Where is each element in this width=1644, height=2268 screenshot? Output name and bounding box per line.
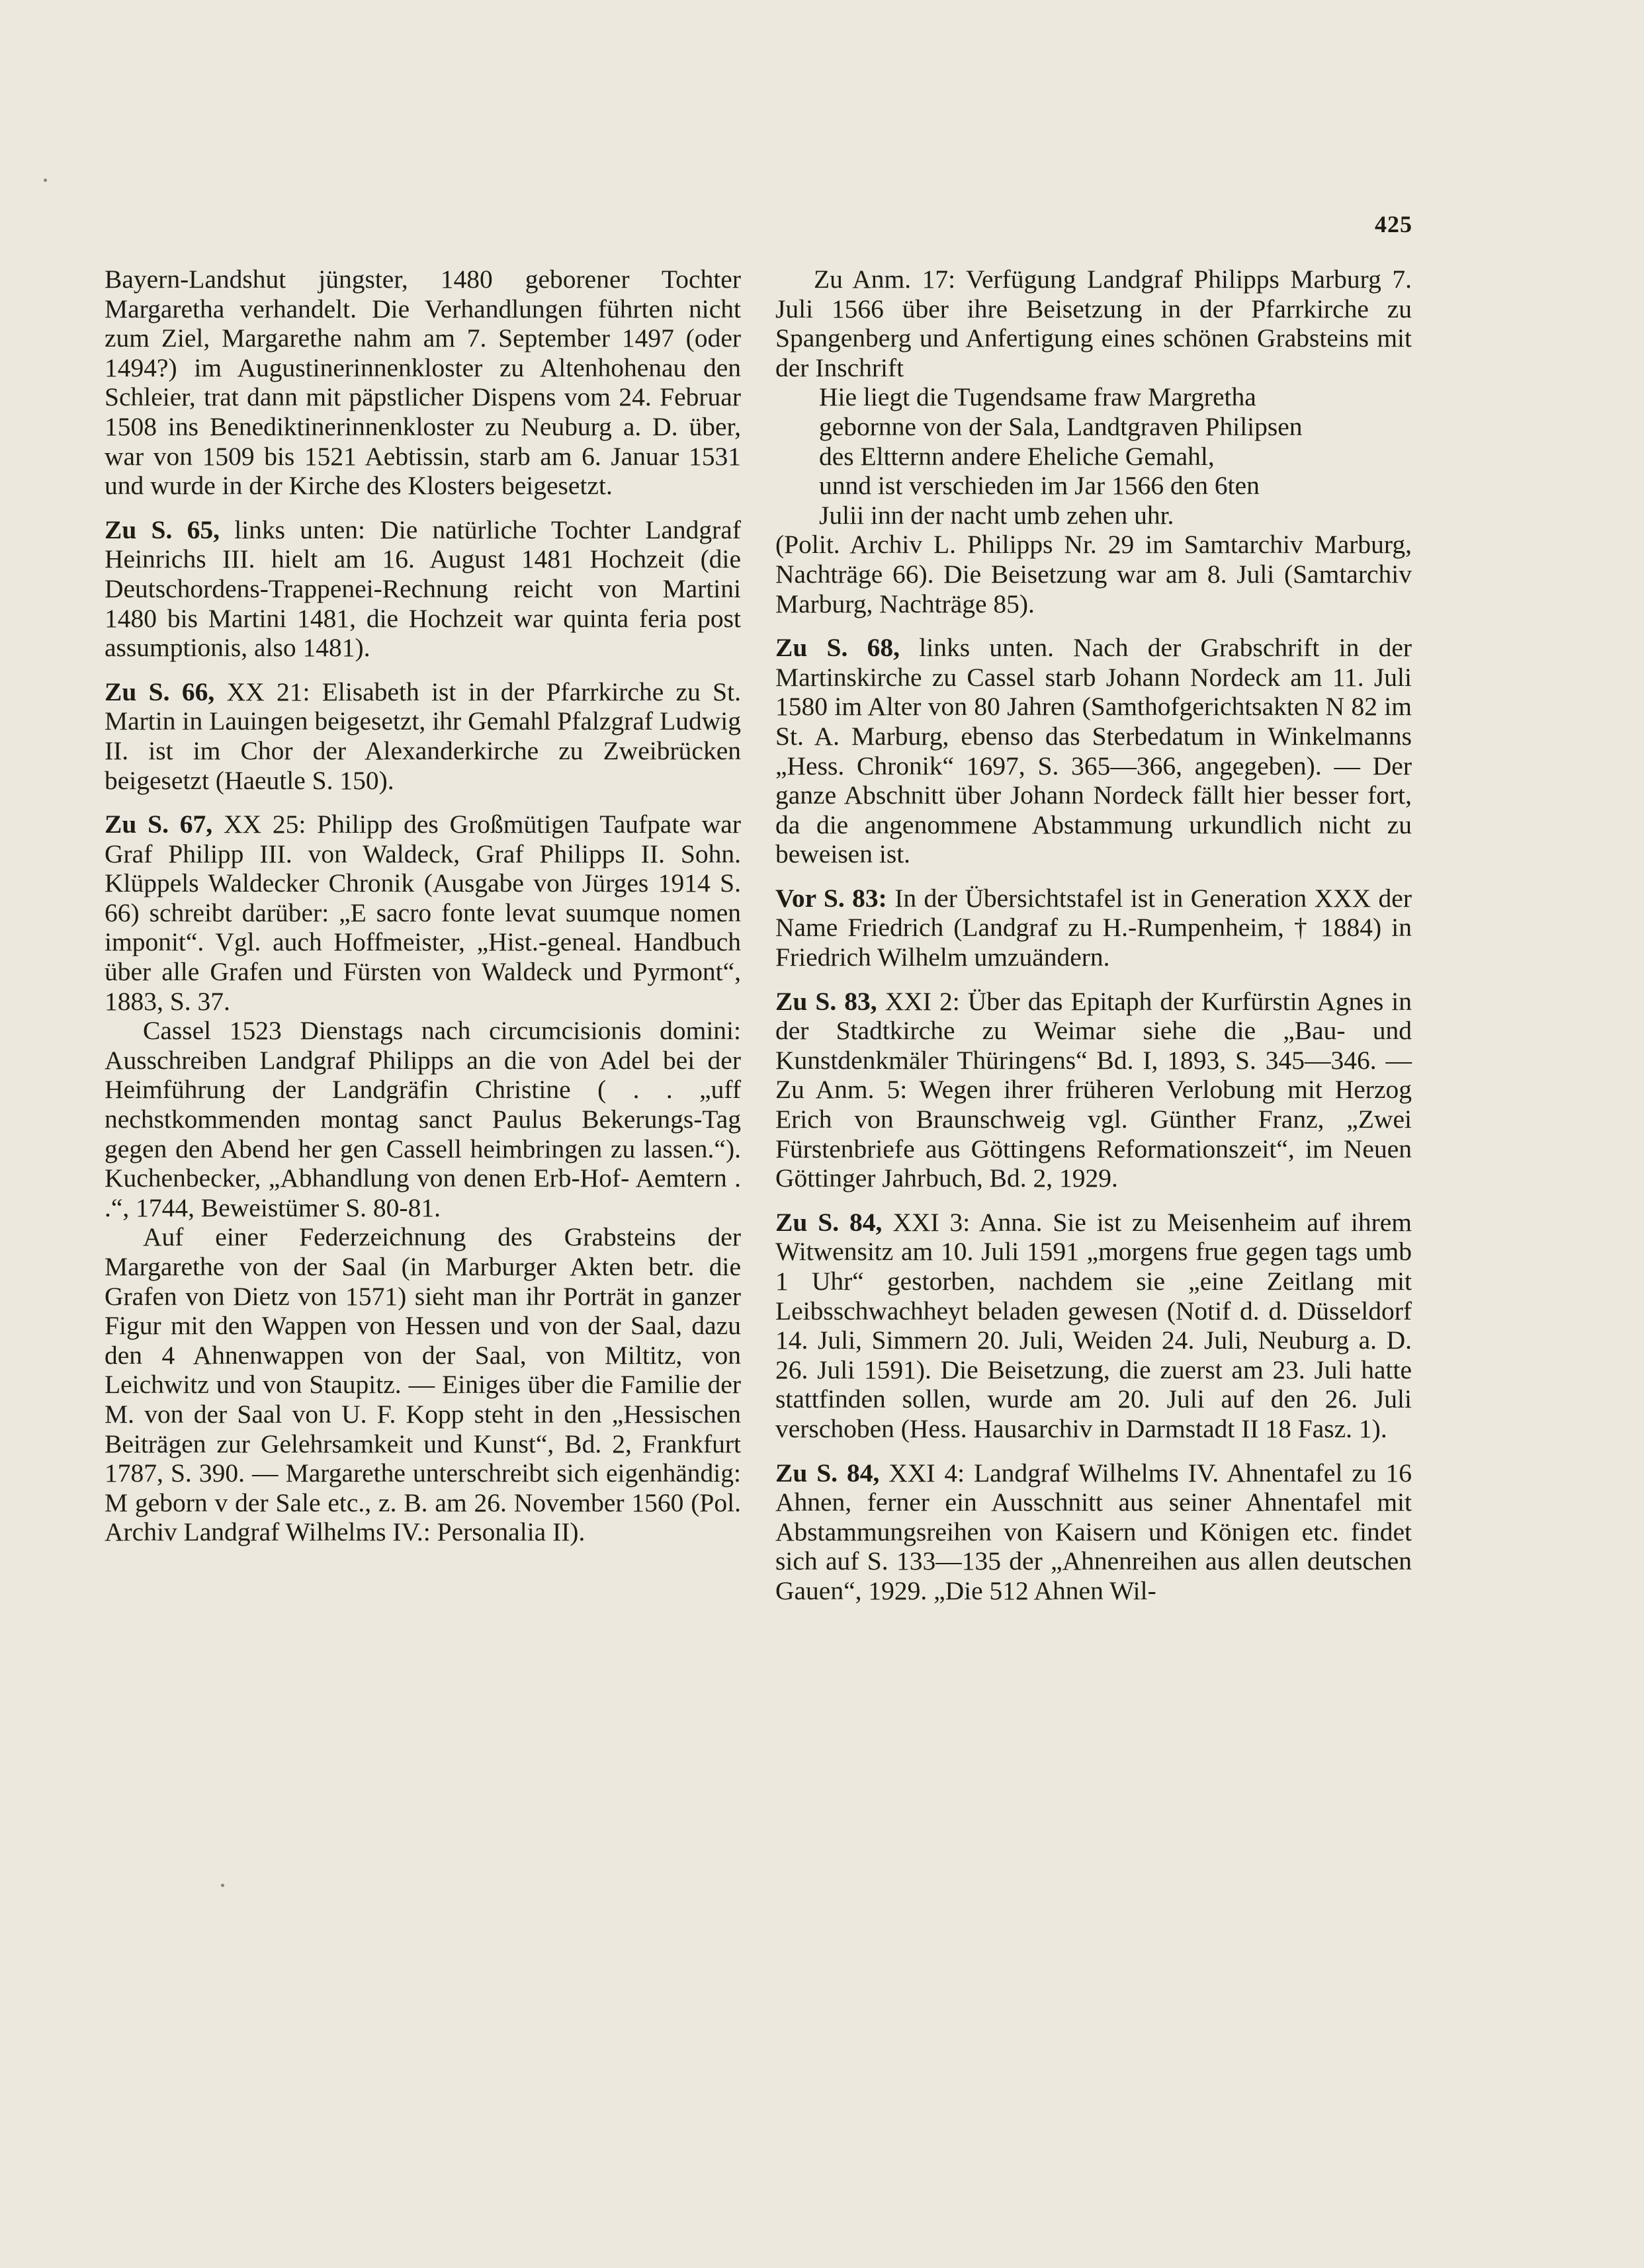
section-reference: Zu S. 66,: [105, 677, 215, 706]
paragraph: Cassel 1523 Dienstags nach circumcisionis domini: Ausschreiben Landgraf Philipps an die von Adel bei der Heimführung der Landgräfin Christine ( . . „uff nechstkommenden montag sanct Paulus Bekerungs-Tag gegen den Abend her gen Cassell heimbringen zu lassen.“). Kuchenbecker, „Abhandlung von denen Erb-Hof- Aemtern . .“, 1744, Beweistümer S. 80-81.: [105, 1016, 741, 1222]
inscription-line: Julii inn der nacht umb zehen uhr.: [819, 500, 1174, 530]
paragraph: [105, 810, 741, 1016]
paper-speck: [221, 1884, 224, 1887]
section-reference: Zu S. 68,: [775, 633, 900, 663]
paragraph: (Polit. Archiv L. Philipps Nr. 29 im Samtarchiv Marburg, Nachträge 66). Die Beisetzung war am 8. Juli (Samtarchiv Marburg, Nachträge 85).: [775, 530, 1412, 618]
paragraph-text: links unten. Nach der Grabschrift in der Martinskirche zu Cassel starb Johann Nordeck am 11. Juli 1580 im Alter von 80 Jahren (Samthofgerichtsakten N 82 im St. A. Marburg, ebenso das Sterbedatum in Winkelmanns „Hess. Chronik“ 1697, S. 365—366, angegeben). — Der ganze Abschnitt über Johann Nordeck fällt hier besser fort, da die angenommene Abstammung urkundlich nicht zu beweisen ist.: [775, 633, 1412, 869]
section-reference: Zu S. 67,: [105, 810, 213, 839]
paper-speck: [44, 179, 47, 182]
paragraph-text: XXI 4: Landgraf Wilhelms IV. Ahnentafel zu 16 Ahnen, ferner ein Ausschnitt aus seiner Ahnentafel mit Abstammungsreihen von Kaisern und Königen etc. findet sich auf S. 133—135 der „Ahnenreihen aus allen deutschen Gauen“, 1929. „Die 512 Ahnen Wil-: [775, 1458, 1412, 1605]
section-reference: Zu S. 65,: [105, 515, 220, 544]
paragraph: Bayern-Landshut jüngster, 1480 geborener Tochter Margaretha verhandelt. Die Verhandlungen führten nicht zum Ziel, Margarethe nahm am 7. September 1497 (oder 1494?) im Augustinerinnenkloster zu Altenhohenau den Schleier, trat dann mit päpstlicher Dispens vom 24. Februar 1508 ins Benediktinerinnenkloster zu Neuburg a. D. über, war von 1509 bis 1521 Aebtissin, starb am 6. Januar 1531 und wurde in der Kirche des Klosters beigesetzt.: [105, 265, 741, 501]
paragraph: Zu Anm. 17: Verfügung Landgraf Philipps Marburg 7. Juli 1566 über ihre Beisetzung in der Pfarrkirche zu Spangenberg und Anfertigung eines schönen Grabsteins mit der Inschrift: [775, 265, 1412, 382]
paragraph: Auf einer Federzeichnung des Grabsteins der Margarethe von der Saal (in Marburger Akten betr. die Grafen von Dietz von 1571) sieht man ihr Porträt in ganzer Figur mit den Wappen von Hessen und von der Saal, dazu den 4 Ahnenwappen von der Saal, von Miltitz, von Leichwitz und von Staupitz. — Einiges über die Familie der M. von der Saal von U. F. Kopp steht in den „Hessischen Beiträgen zur Gelehrsamkeit und Kunst“, Bd. 2, Frankfurt 1787, S. 390. — Margarethe unterschreibt sich eigenhändig: M geborn v der Sale etc., z. B. am 26. November 1560 (Pol. Archiv Landgraf Wilhelms IV.: Personalia II).: [105, 1222, 741, 1547]
paragraph-text: XXI 2: Über das Epitaph der Kurfürstin Agnes in der Stadtkirche zu Weimar siehe die „Bau- und Kunstdenkmäler Thüringens“ Bd. I, 1893, S. 345—346. — Zu Anm. 5: Wegen ihrer früheren Verlobung mit Herzog Erich von Braunschweig vgl. Günther Franz, „Zwei Fürstenbriefe aus Göttingens Reformationszeit“, im Neuen Göttinger Jahrbuch, Bd. 2, 1929.: [775, 986, 1412, 1193]
paragraph-text: XX 25: Philipp des Großmütigen Taufpate war Graf Philipp III. von Waldeck, Graf Philipps II. Sohn. Klüppels Waldecker Chronik (Ausgabe von Jürges 1914 S. 66) schreibt darüber: „E sacro fonte levat suumque nomen imponit“. Vgl. auch Hoffmeister, „Hist.-geneal. Handbuch über alle Grafen und Fürsten von Waldeck und Pyrmont“, 1883, S. 37.: [105, 810, 741, 1016]
inscription: [819, 382, 1412, 530]
paragraph: [775, 633, 1412, 869]
paragraph: [775, 1458, 1412, 1606]
inscription-line: unnd ist verschieden im Jar 1566 den 6ten: [819, 471, 1260, 501]
paragraph: [775, 884, 1412, 972]
paragraph-text: links unten: Die natürliche Tochter Landgraf Heinrichs III. hielt am 16. August 1481 Hochzeit (die Deutschordens-Trappenei-Rechnung reicht von Martini 1480 bis Martini 1481, die Hochzeit war quinta feria post assumptionis, also 1481).: [105, 515, 741, 663]
paragraph: [775, 987, 1412, 1193]
section-reference: Zu S. 84,: [775, 1207, 883, 1237]
section-reference: Vor S. 83:: [775, 883, 887, 913]
paragraph-text: XXI 3: Anna. Sie ist zu Meisenheim auf ihrem Witwensitz am 10. Juli 1591 „morgens frue gegen tags umb 1 Uhr“ gestorben, nachdem sie „eine Zeitlang mit Leibsschwachheyt beladen gewesen (Notif d. d. Düsseldorf 14. Juli, Simmern 20. Juli, Weiden 24. Juli, Neuburg a. D. 26. Juli 1591). Die Beisetzung, die zuerst am 23. Juli hatte stattfinden sollen, wurde am 20. Juli auf den 26. Juli verschoben (Hess. Hausarchiv in Darmstadt II 18 Fasz. 1).: [775, 1207, 1412, 1443]
inscription-line: gebornne von der Sala, Landtgraven Philipsen: [819, 411, 1303, 441]
section-reference: Zu S. 84,: [775, 1458, 880, 1488]
paragraph: [105, 515, 741, 663]
right-column: [775, 265, 1412, 1620]
paragraph-text: XX 21: Elisabeth ist in der Pfarrkirche zu St. Martin in Lauingen beigesetzt, ihr Gemahl Pfalzgraf Ludwig II. ist im Chor der Alexanderkirche zu Zweibrücken beigesetzt (Haeutle S. 150).: [105, 677, 742, 795]
inscription-line: des Eltternn andere Eheliche Gemahl,: [819, 441, 1215, 471]
section-reference: Zu S. 83,: [775, 986, 877, 1016]
paragraph-text: In der Übersichtstafel ist in Generation XXX der Name Friedrich (Landgraf zu H.-Rumpenheim, † 1884) in Friedrich Wilhelm umzuändern.: [775, 883, 1412, 972]
page-number: 425: [1375, 211, 1412, 237]
left-column: [105, 265, 741, 1547]
paragraph: [775, 1208, 1412, 1444]
paragraph: [105, 677, 741, 795]
inscription-line: Hie liegt die Tugendsame fraw Margretha: [819, 382, 1256, 412]
